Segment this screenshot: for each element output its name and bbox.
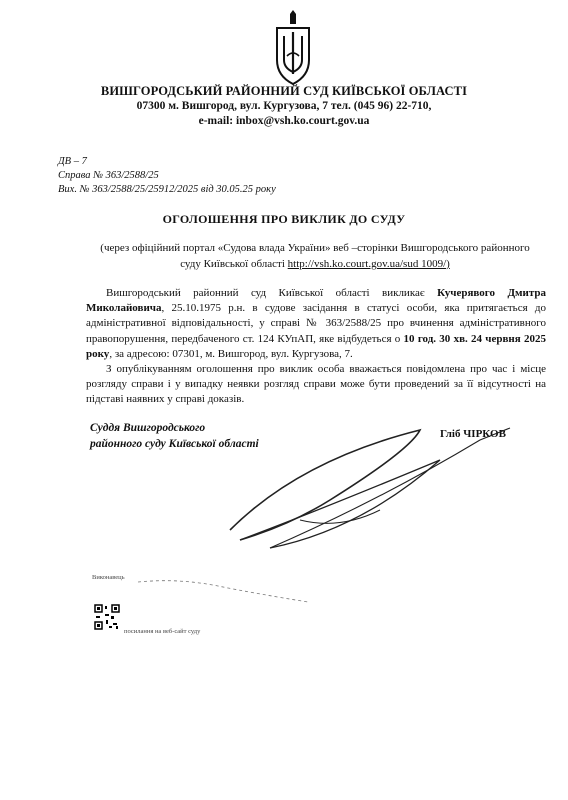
faint-scribble	[138, 574, 318, 604]
summons-text-b: , 25.10.1975 р.н. в судове засідання в статусі особи, яка притягається до адміністративної відповідальності, у справі № 363/2588/25 про вчинення адміністративного правопорушення, передбаченого ст. 124 КУпАП, яке відбудеться о	[86, 302, 546, 345]
summons-text-a: Вишгородський районний суд Київської області викликає	[106, 287, 438, 299]
hearing-datetime: 10 год. 30 хв. 24 червня 2025 року	[86, 332, 546, 360]
judge-title-line1: Суддя Вишгородського	[90, 422, 206, 434]
document-code: ДВ – 7	[58, 156, 87, 167]
judge-title-line2: районного суду Київської області	[90, 438, 259, 450]
judge-name: Гліб ЧІРКОВ	[440, 428, 506, 440]
defendant-name: Кучерявого Дмитра Миколайовича	[86, 287, 547, 315]
publication-note-line1: (через офіційний портал «Судова влада України» веб –сторінки Вишгородського районного	[100, 242, 530, 254]
handwritten-signature	[180, 420, 568, 570]
publication-note-text: суду Київської області	[180, 258, 288, 270]
paragraph-notice: З опублікуванням оголошення про виклик особа вважається повідомлена про час і місце розгляду справи і у випадку неявки розгляд справи може бути проведений за її відсутності на підставі наявних у справі доказів.	[86, 363, 546, 406]
document-title: ОГОЛОШЕННЯ ПРО ВИКЛИК ДО СУДУ	[162, 212, 406, 226]
announcement-body	[86, 286, 546, 408]
outgoing-number: Вих. № 363/2588/25/25912/2025 від 30.05.25 року	[58, 184, 276, 195]
qr-code-icon[interactable]	[94, 604, 120, 630]
publication-note-line2	[80, 256, 550, 272]
qr-caption: посилання на веб-сайт суду	[124, 628, 201, 635]
court-website-link[interactable]: http://vsh.ko.court.gov.ua/sud 1009/)	[287, 258, 450, 270]
court-name: ВИШГОРОДСЬКИЙ РАЙОННИЙ СУД КИЇВСЬКОЇ ОБЛАСТІ	[100, 84, 468, 98]
summons-text-c: , за адресою: 07301, м. Вишгород, вул. Кургузова, 7.	[109, 347, 353, 360]
case-number: Справа № 363/2588/25	[58, 170, 159, 181]
publication-note	[80, 240, 550, 272]
paragraph-summons	[86, 286, 546, 362]
executor-label: Виконавець	[92, 574, 125, 581]
coat-of-arms-icon	[273, 10, 313, 86]
court-email: e-mail: inbox@vsh.ko.court.gov.ua	[198, 115, 370, 127]
court-address: 07300 м. Вишгород, вул. Кургузова, 7 тел. (045 96) 22-710,	[136, 100, 432, 112]
